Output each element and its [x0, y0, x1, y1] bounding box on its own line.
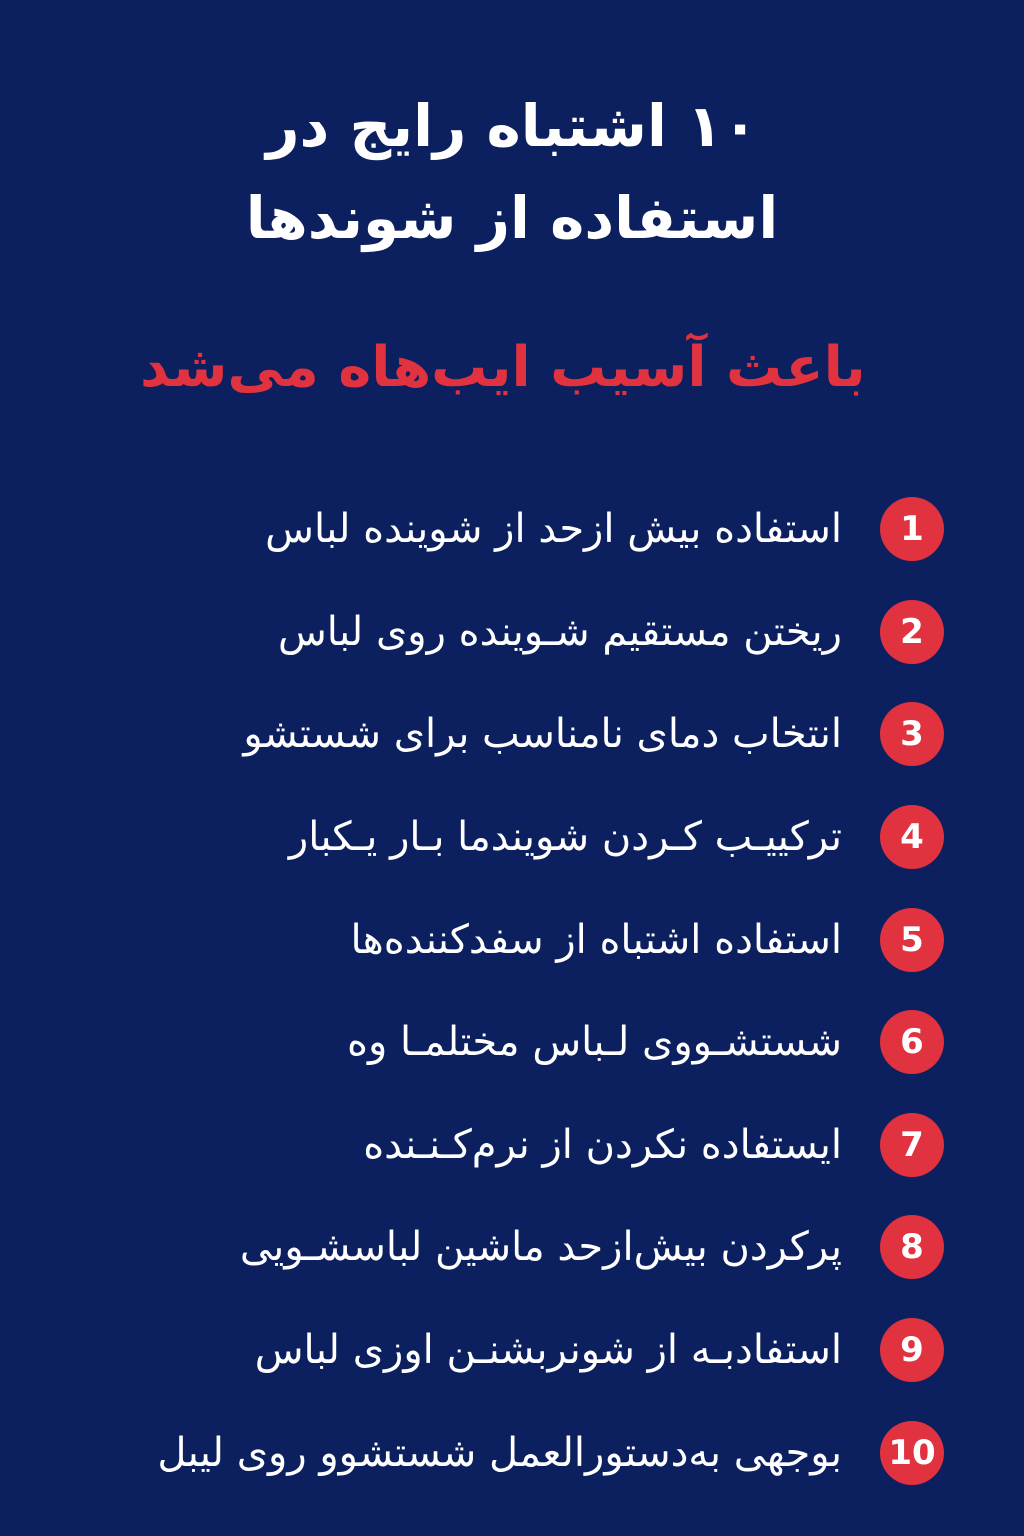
- list-item: [70, 1094, 944, 1197]
- list-item: [70, 991, 944, 1094]
- number-badge: 7: [880, 1113, 944, 1177]
- title-line-1: ۱۰ اشتباه رایج در: [266, 92, 758, 160]
- number-badge: 5: [880, 908, 944, 972]
- list-item-text: پرکردن بیش‌ازحد ماشین لباسشـویی: [239, 1224, 842, 1271]
- list-item-text: استفادبـه از شونربشنـن اوزی لباس: [254, 1327, 842, 1374]
- list-item-text: استفاده اشتباه از سفدکننده‌ها: [350, 916, 842, 963]
- list-item-text: انتخاب دمای نامناسب برای شستشو: [243, 711, 842, 758]
- subtitle: باعث آسیب ایب‌هاه می‌شد: [140, 335, 866, 400]
- list-item: [70, 888, 944, 991]
- number-badge: 2: [880, 600, 944, 664]
- list-item: [70, 1299, 944, 1402]
- number-badge: 9: [880, 1318, 944, 1382]
- list-item: [70, 786, 944, 889]
- title-line-2: استفاده از شوندها: [245, 184, 779, 252]
- header: [110, 80, 914, 264]
- number-badge: 3: [880, 702, 944, 766]
- list-item-text: بوجهی به‌دستورالعمل شستشوو روی لیبل: [157, 1429, 842, 1476]
- number-badge: 4: [880, 805, 944, 869]
- list-item: [70, 683, 944, 786]
- list-item-text: استفاده بیش ازحد از شوینده لباس: [265, 506, 842, 553]
- list-item-text: ریختن مستقیم شـوینده روی لباس: [277, 608, 842, 655]
- number-badge: 6: [880, 1010, 944, 1074]
- number-badge: 8: [880, 1215, 944, 1279]
- list-item-text: شستشـووی لـباس مختلمـا وه: [347, 1019, 842, 1066]
- number-badge: 10: [880, 1421, 944, 1485]
- list-item: [70, 1196, 944, 1299]
- list-item-text: ایستفاده نکردن از نرم‌کـنـنده: [363, 1121, 842, 1168]
- list-item: [70, 478, 944, 581]
- list-item-text: ترکییـب کـردن شویندما بـار یـکبار: [288, 814, 842, 861]
- number-badge: 1: [880, 497, 944, 561]
- list-item: [70, 581, 944, 684]
- list-item: [70, 1401, 944, 1504]
- mistakes-list: [70, 478, 944, 1504]
